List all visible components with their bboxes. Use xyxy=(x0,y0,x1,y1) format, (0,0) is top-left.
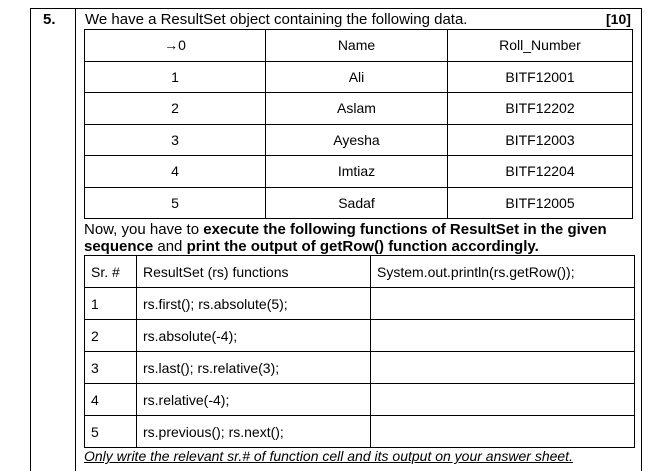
function-call: rs.previous(); rs.next(); xyxy=(137,416,371,448)
table-row xyxy=(85,93,633,125)
table-row xyxy=(85,288,635,320)
table-row xyxy=(85,320,635,352)
row-roll-number: BITF12001 xyxy=(448,61,633,93)
row-name: Ali xyxy=(266,61,448,93)
row-index: 5 xyxy=(85,187,266,219)
resultset-table xyxy=(84,29,633,219)
row-index: 3 xyxy=(85,124,266,156)
question-number: 5. xyxy=(43,11,56,28)
answer-note: Only write the relevant sr.# of function cell and its output on your answer sheet. xyxy=(84,448,573,464)
instruction-text xyxy=(84,221,634,255)
question-marks: [10] xyxy=(606,11,631,27)
header-roll-number: Roll_Number xyxy=(448,30,633,62)
row-roll-number: BITF12003 xyxy=(448,124,633,156)
row-name: Ayesha xyxy=(266,124,448,156)
row-index: 2 xyxy=(85,93,266,125)
functions-header-row xyxy=(85,256,635,288)
function-call: rs.last(); rs.relative(3); xyxy=(137,352,371,384)
row-roll-number: BITF12204 xyxy=(448,156,633,188)
output-cell xyxy=(371,288,635,320)
functions-table xyxy=(84,255,635,448)
header-output: System.out.println(rs.getRow()); xyxy=(371,256,635,288)
row-index: 1 xyxy=(85,61,266,93)
instruction-bold-2: print the output of getRow() function accordingly. xyxy=(186,238,539,255)
table-row xyxy=(85,187,633,219)
row-name: Aslam xyxy=(266,93,448,125)
table-row xyxy=(85,124,633,156)
function-call: rs.relative(-4); xyxy=(137,384,371,416)
table-row xyxy=(85,384,635,416)
output-cell xyxy=(371,352,635,384)
output-cell xyxy=(371,416,635,448)
question-text: We have a ResultSet object containing the following data. xyxy=(85,11,468,28)
table-row xyxy=(85,61,633,93)
instruction-part-1: Now, you have to xyxy=(84,221,204,238)
frame-right-border xyxy=(641,8,642,471)
sr-no: 1 xyxy=(85,288,137,320)
row-name: Sadaf xyxy=(266,187,448,219)
row-name: Imtiaz xyxy=(266,156,448,188)
frame-left-border xyxy=(30,8,31,471)
instruction-part-2: and xyxy=(153,238,187,255)
instruction-bold-1: execute the following functions of ResultSet in the given sequence xyxy=(84,221,607,255)
sr-no: 5 xyxy=(85,416,137,448)
sr-no: 4 xyxy=(85,384,137,416)
header-functions: ResultSet (rs) functions xyxy=(137,256,371,288)
output-cell xyxy=(371,320,635,352)
table-row xyxy=(85,352,635,384)
row-index: 4 xyxy=(85,156,266,188)
row-roll-number: BITF12005 xyxy=(448,187,633,219)
header-sr-no: Sr. # xyxy=(85,256,137,288)
table-row xyxy=(85,416,635,448)
table-row xyxy=(85,156,633,188)
frame-divider xyxy=(75,8,76,471)
header-cursor: →0 xyxy=(85,30,266,62)
frame-top-border xyxy=(30,8,642,9)
header-name: Name xyxy=(266,30,448,62)
row-roll-number: BITF12202 xyxy=(448,93,633,125)
sr-no: 2 xyxy=(85,320,137,352)
output-cell xyxy=(371,384,635,416)
sr-no: 3 xyxy=(85,352,137,384)
resultset-header-row xyxy=(85,30,633,62)
function-call: rs.first(); rs.absolute(5); xyxy=(137,288,371,320)
function-call: rs.absolute(-4); xyxy=(137,320,371,352)
